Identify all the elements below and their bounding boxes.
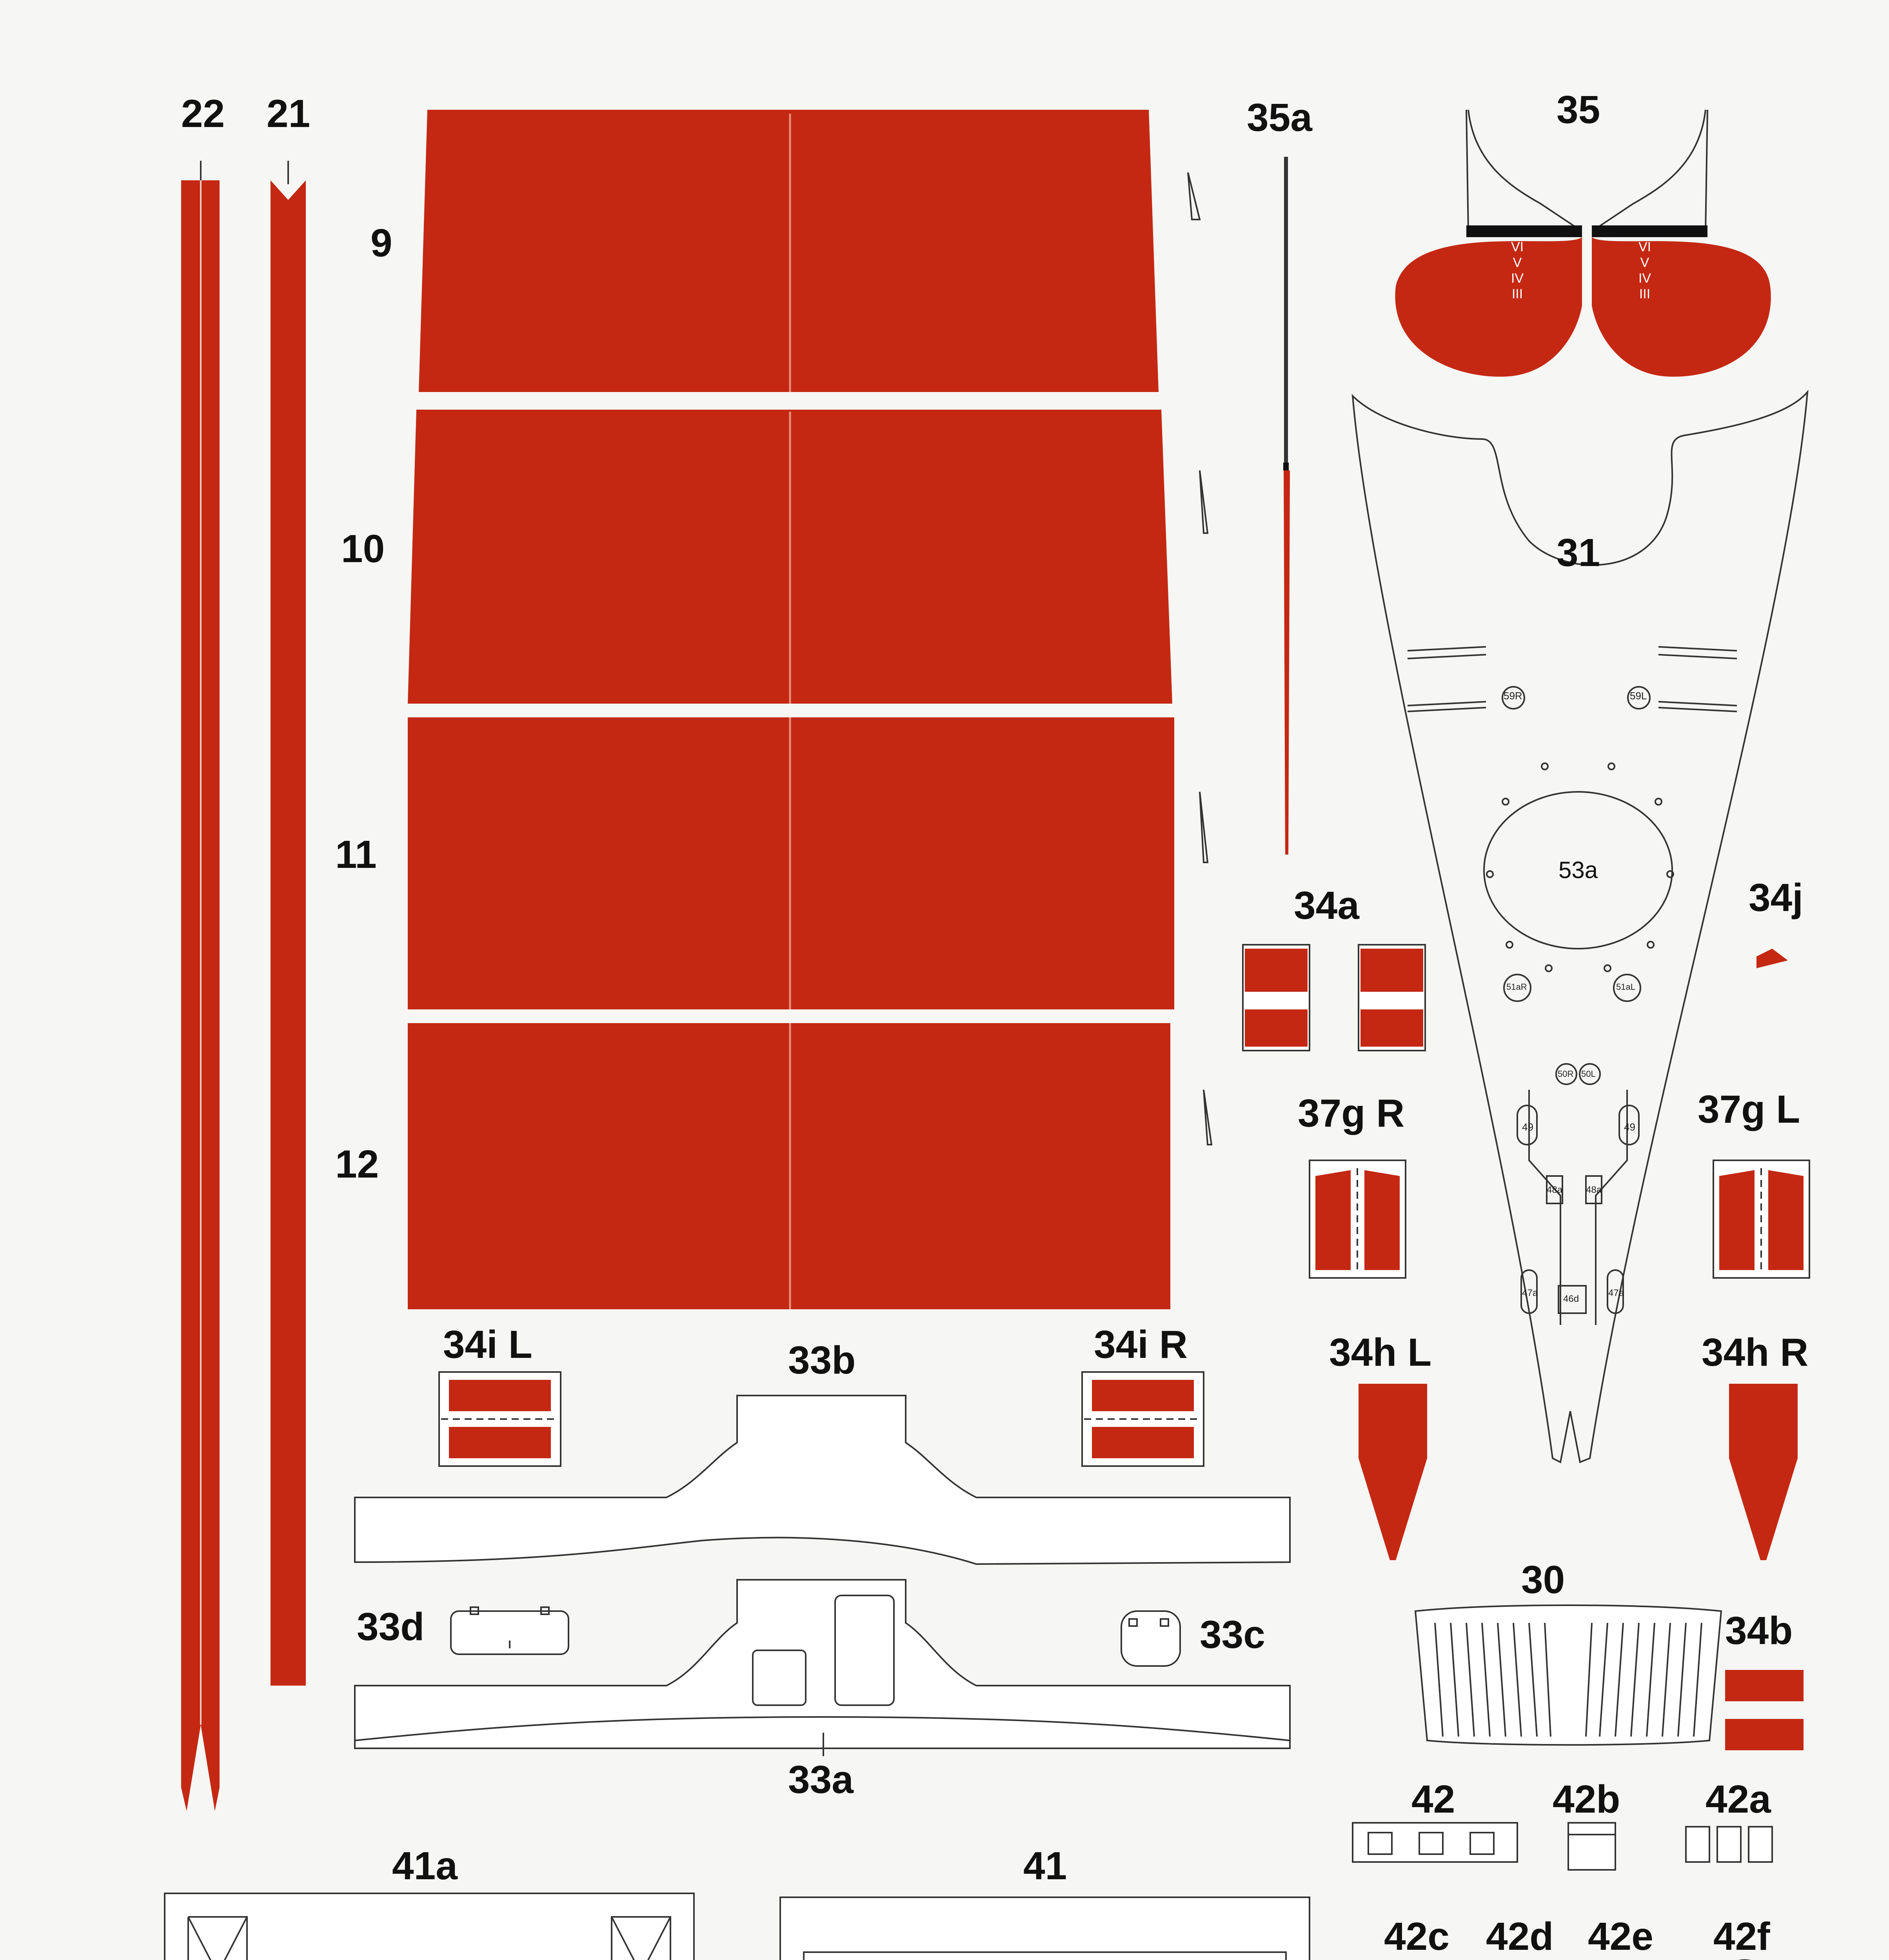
label-34h-l: 34h L: [1329, 1330, 1432, 1374]
deck-mark-48a-left: 48a: [1547, 1185, 1563, 1195]
label-34b: 34b: [1725, 1609, 1793, 1653]
roman-right-4: III: [1639, 287, 1651, 301]
label-33b: 33b: [788, 1338, 856, 1382]
label-37g-l: 37g L: [1698, 1087, 1800, 1131]
label-10: 10: [341, 527, 385, 571]
label-31: 31: [1557, 531, 1600, 575]
roman-numerals-right: [1633, 239, 1657, 302]
roman-left-1: VI: [1511, 240, 1524, 254]
deck-mark-59r: 59R: [1504, 690, 1522, 702]
label-21: 21: [267, 92, 311, 136]
deck-mark-50l: 50L: [1581, 1069, 1596, 1079]
label-41a: 41a: [392, 1844, 458, 1888]
part-37g-left: [1713, 1160, 1809, 1278]
deck-mark-49-right: 49: [1624, 1121, 1635, 1133]
label-30: 30: [1521, 1558, 1565, 1602]
label-42a: 42a: [1706, 1777, 1771, 1821]
deck-mark-47a-left: 47a: [1522, 1288, 1538, 1298]
label-37g-r: 37g R: [1298, 1091, 1405, 1135]
roman-right-2: V: [1640, 255, 1649, 270]
roman-left-4: III: [1511, 287, 1523, 301]
label-22: 22: [181, 92, 225, 136]
panel-12: [408, 1023, 1170, 1309]
part-30: [1415, 1605, 1721, 1745]
part-33a: [355, 1580, 1290, 1756]
part-34i-right: [1082, 1372, 1204, 1466]
label-35: 35: [1557, 88, 1600, 132]
label-34h-r: 34h R: [1702, 1330, 1809, 1374]
label-33a: 33a: [788, 1758, 854, 1802]
deck-mark-51ar: 51aR: [1506, 982, 1527, 992]
label-42c: 42c: [1384, 1915, 1449, 1958]
part-35a-mast: [1284, 157, 1290, 855]
roman-left-2: V: [1513, 255, 1522, 270]
part-34h-left: [1359, 1384, 1427, 1560]
part-41: [780, 1897, 1310, 1960]
label-34i-l: 34i L: [443, 1323, 532, 1367]
label-42b: 42b: [1553, 1777, 1620, 1821]
part-21-strip: [271, 161, 306, 1686]
label-42f: 42f: [1713, 1915, 1770, 1958]
deck-mark-59l: 59L: [1630, 690, 1647, 702]
label-33d: 33d: [357, 1605, 425, 1649]
roman-left-3: IV: [1511, 271, 1524, 286]
label-41: 41: [1023, 1844, 1067, 1888]
part-42b: [1568, 1823, 1615, 1870]
deck-mark-46d: 46d: [1563, 1294, 1579, 1304]
label-42e: 42e: [1588, 1915, 1653, 1958]
part-33d: [451, 1607, 569, 1654]
part-41a: [165, 1893, 694, 1960]
roman-right-1: VI: [1638, 240, 1651, 254]
label-34i-r: 34i R: [1094, 1323, 1188, 1367]
label-11: 11: [335, 833, 377, 877]
panel-10: [408, 410, 1172, 704]
label-42: 42: [1411, 1777, 1455, 1821]
label-53a: 53a: [1558, 857, 1598, 883]
roman-right-3: IV: [1638, 271, 1651, 286]
part-22-strip: [181, 161, 220, 1811]
roman-numerals-left: [1506, 239, 1529, 302]
label-33c: 33c: [1200, 1613, 1265, 1657]
part-34b: [1725, 1670, 1804, 1750]
label-42d: 42d: [1486, 1915, 1554, 1958]
part-34a: [1243, 945, 1425, 1051]
deck-mark-50r: 50R: [1558, 1069, 1574, 1079]
label-34j: 34j: [1749, 876, 1804, 920]
part-34j: [1756, 949, 1788, 968]
part-33c: [1121, 1611, 1180, 1666]
part-34h-right: [1729, 1384, 1798, 1560]
label-12: 12: [335, 1142, 379, 1186]
part-42: [1353, 1823, 1517, 1862]
panel-9: [419, 110, 1159, 392]
panel-slivers: [1188, 172, 1212, 1145]
deck-mark-51al: 51aL: [1616, 982, 1635, 992]
part-34i-left: [439, 1372, 561, 1466]
deck-mark-48a-right: 48a: [1586, 1185, 1602, 1195]
part-35: [1395, 110, 1771, 377]
deck-mark-49-left: 49: [1522, 1121, 1533, 1133]
part-37g-right: [1310, 1160, 1406, 1278]
deck-mark-47a-right: 47a: [1608, 1288, 1624, 1298]
panel-11: [408, 717, 1174, 1009]
label-9: 9: [371, 221, 392, 265]
label-34a: 34a: [1294, 884, 1359, 927]
label-35a: 35a: [1247, 96, 1312, 140]
part-42a: [1686, 1827, 1772, 1862]
